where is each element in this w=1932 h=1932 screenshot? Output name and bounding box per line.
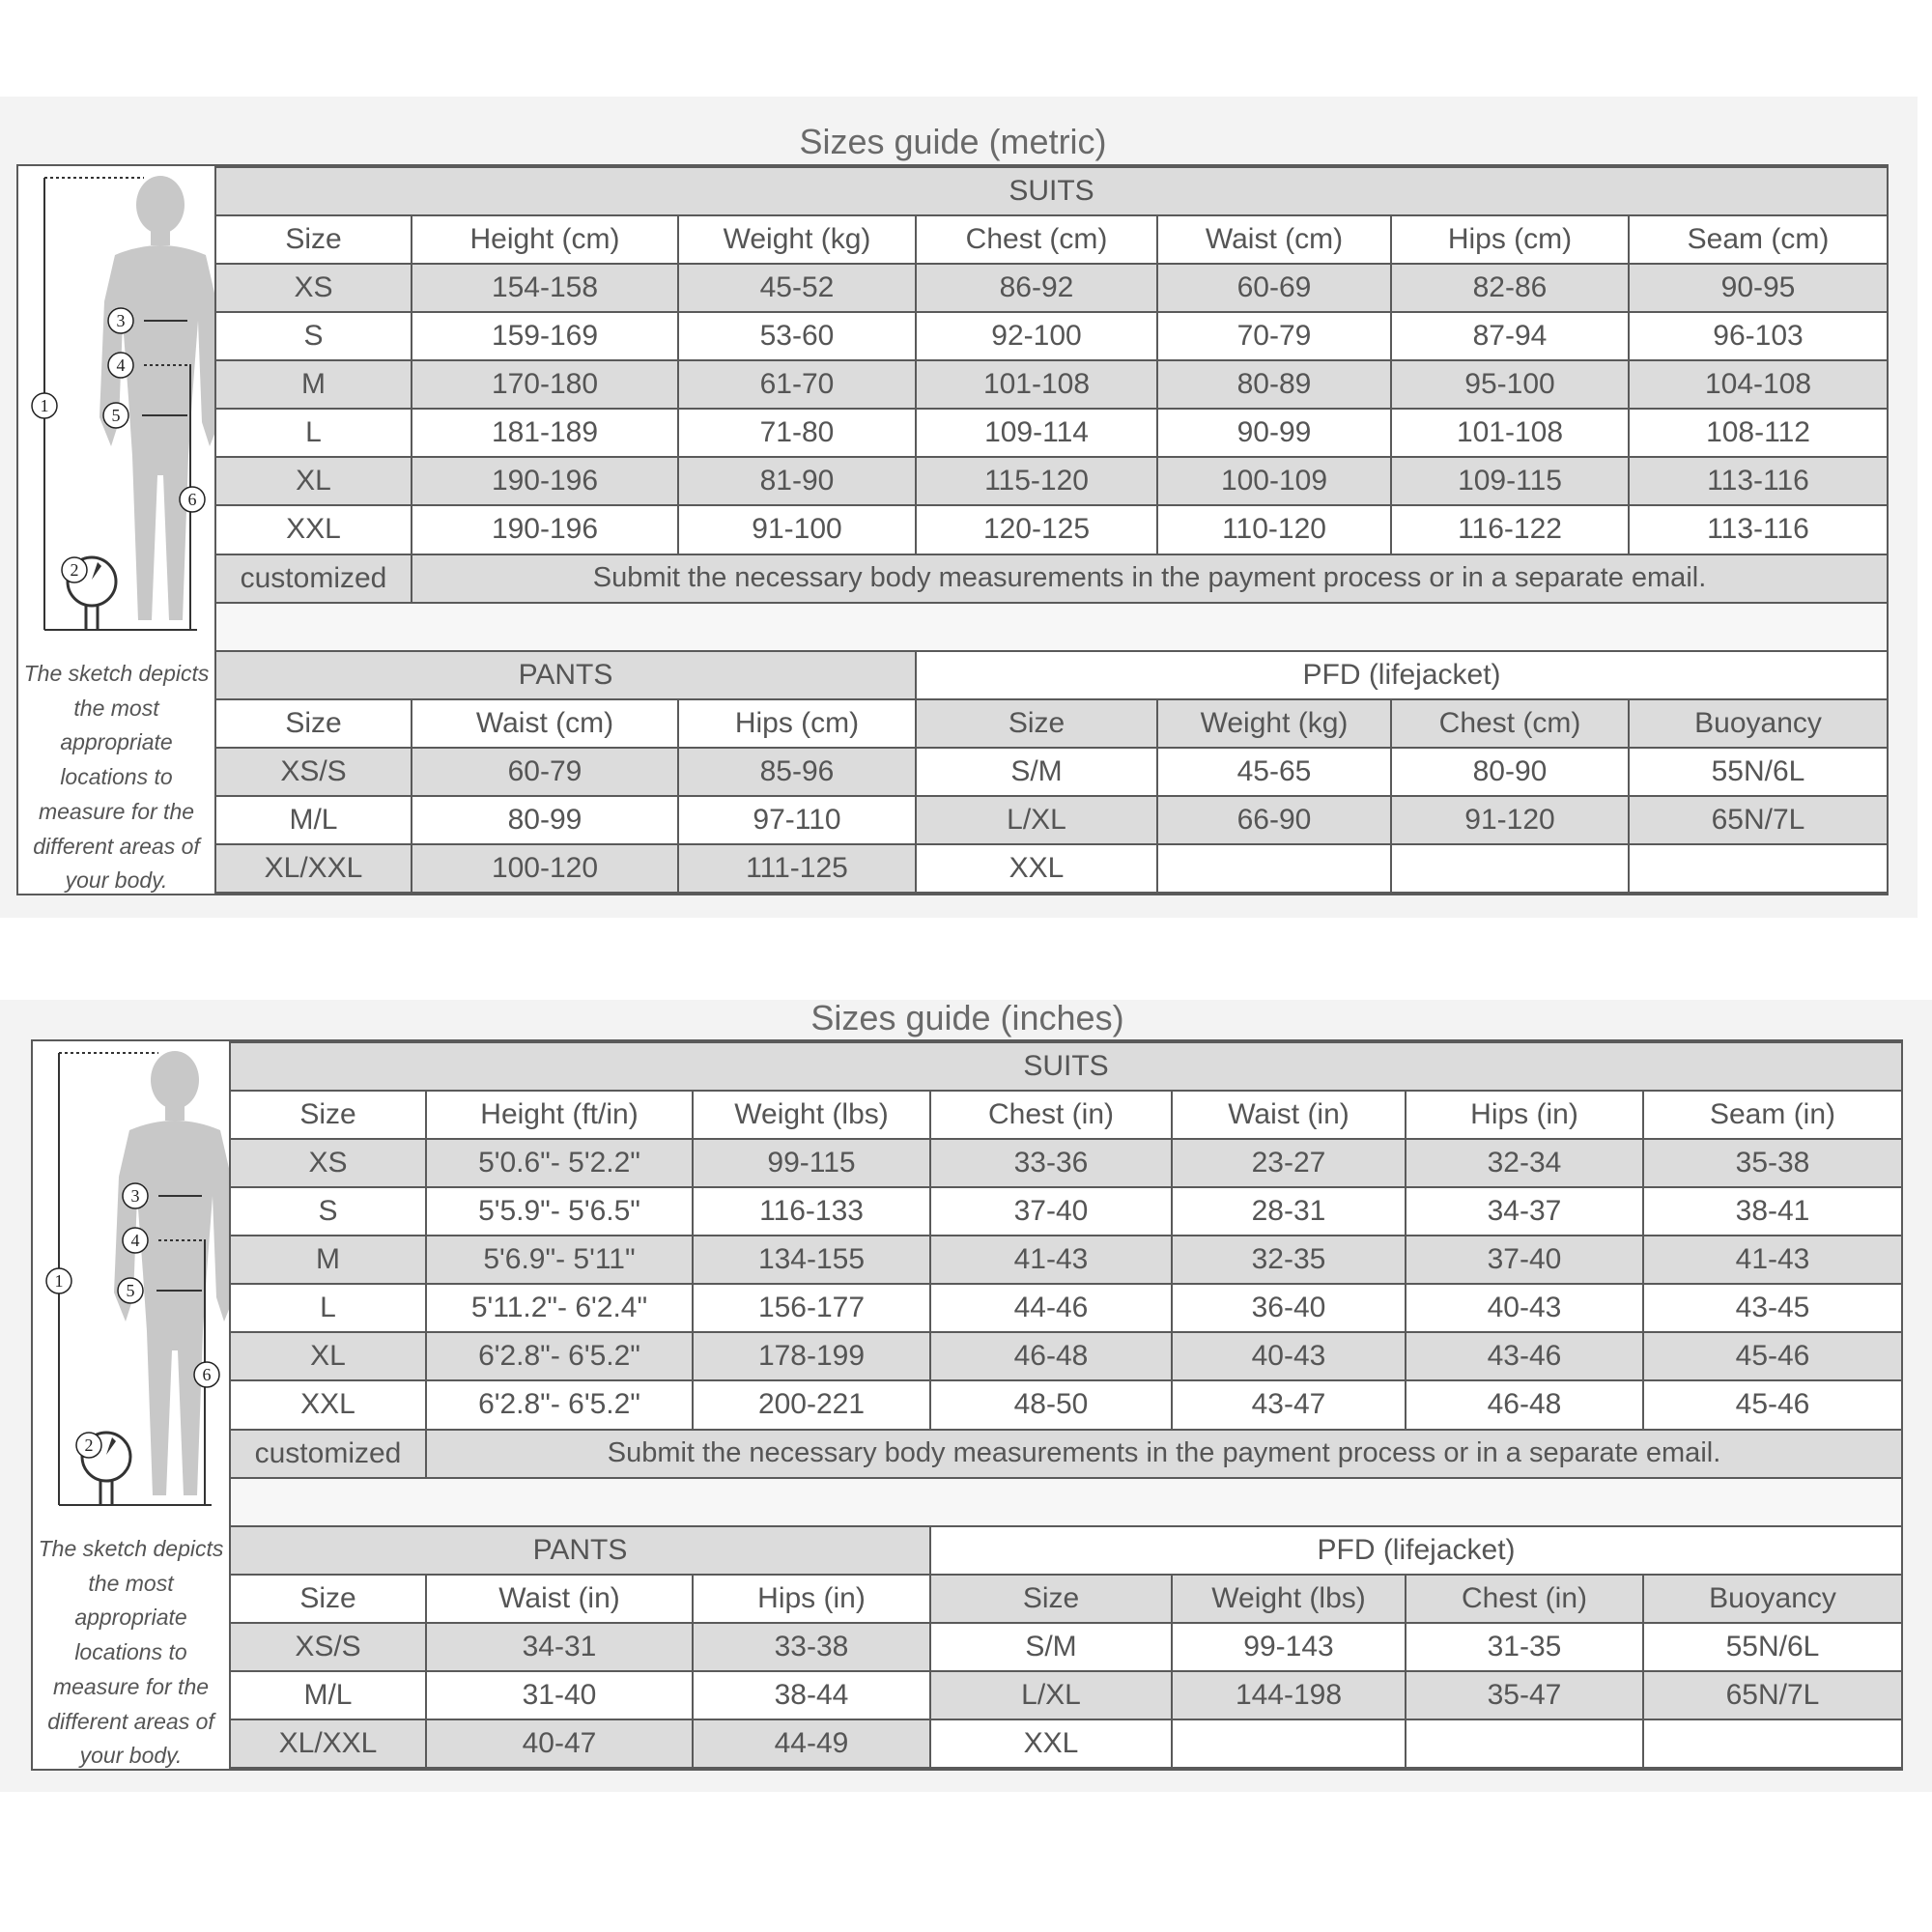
table-cell: 97-110	[678, 796, 916, 844]
table-cell: 28-31	[1172, 1187, 1406, 1236]
suits-label-row	[215, 167, 1888, 215]
table-cell: 33-36	[930, 1139, 1172, 1187]
table-cell: 40-47	[426, 1719, 693, 1768]
table-cell: 159-169	[412, 312, 678, 360]
table-row	[230, 1187, 1902, 1236]
table-cell: Seam (cm)	[1629, 215, 1888, 264]
table-row	[215, 457, 1888, 505]
table-cell: Weight (kg)	[678, 215, 916, 264]
marker-2	[62, 557, 87, 582]
table-cell: 44-46	[930, 1284, 1172, 1332]
table-cell: 134-155	[693, 1236, 930, 1284]
table-cell: 32-35	[1172, 1236, 1406, 1284]
marker-1	[46, 1268, 71, 1293]
table-row	[215, 264, 1888, 312]
marker-6	[194, 1362, 219, 1387]
table-cell: 144-198	[1172, 1671, 1406, 1719]
table-cell: XS/S	[230, 1623, 426, 1671]
table-row	[215, 748, 1888, 796]
table-row	[215, 312, 1888, 360]
table-cell: 111-125	[678, 844, 916, 893]
table-cell: customized	[215, 554, 412, 603]
table-cell: 6'2.8"- 6'5.2"	[426, 1380, 693, 1429]
table-cell: M/L	[215, 796, 412, 844]
marker-5-text: 5	[111, 406, 121, 425]
table-cell: 46-48	[1406, 1380, 1643, 1429]
marker-2-text: 2	[70, 560, 79, 580]
table-cell: 60-79	[412, 748, 678, 796]
table-cell: S	[215, 312, 412, 360]
table-cell: 90-99	[1157, 409, 1391, 457]
table-cell: Waist (cm)	[412, 699, 678, 748]
table-cell: 65N/7L	[1629, 796, 1888, 844]
customized-row	[230, 1430, 1902, 1478]
marker-2-text: 2	[84, 1435, 94, 1455]
table-cell: Buoyancy	[1643, 1575, 1902, 1623]
table-cell: 80-90	[1391, 748, 1629, 796]
table-cell: 53-60	[678, 312, 916, 360]
marker-4	[123, 1228, 148, 1253]
marker-5	[103, 403, 128, 428]
table-cell: 190-196	[412, 505, 678, 554]
table-cell: Height (cm)	[412, 215, 678, 264]
table-cell: 55N/6L	[1629, 748, 1888, 796]
spacer-row	[230, 1478, 1902, 1526]
customized-note: Submit the necessary body measurements in the payment process or in a separate email.	[426, 1430, 1902, 1478]
table-cell: 81-90	[678, 457, 916, 505]
size-table	[214, 166, 1889, 894]
table-cell: 115-120	[916, 457, 1157, 505]
table-cell: 34-31	[426, 1623, 693, 1671]
table-cell: 82-86	[1391, 264, 1629, 312]
table-cell: Weight (kg)	[1157, 699, 1391, 748]
table-cell: 87-94	[1391, 312, 1629, 360]
table-cell: 110-120	[1157, 505, 1391, 554]
table-cell: Size	[230, 1091, 426, 1139]
inches-title: Sizes guide (inches)	[810, 998, 1124, 1037]
table-cell: Chest (cm)	[916, 215, 1157, 264]
sketch-body	[99, 245, 214, 620]
table-cell	[1643, 1719, 1902, 1768]
table-cell: 113-116	[1629, 505, 1888, 554]
table-row	[215, 409, 1888, 457]
marker-3	[108, 308, 133, 333]
size-table	[229, 1041, 1903, 1769]
table-cell: Hips (in)	[1406, 1091, 1643, 1139]
table-cell: 108-112	[1629, 409, 1888, 457]
table-cell: Chest (in)	[1406, 1575, 1643, 1623]
table-cell: 80-99	[412, 796, 678, 844]
table-cell: 120-125	[916, 505, 1157, 554]
table-cell: M/L	[230, 1671, 426, 1719]
table-cell	[1629, 844, 1888, 893]
table-cell: Weight (lbs)	[1172, 1575, 1406, 1623]
table-cell: 41-43	[930, 1236, 1172, 1284]
sketch-head	[136, 176, 185, 234]
table-cell: Waist (in)	[1172, 1091, 1406, 1139]
table-cell: XS	[230, 1139, 426, 1187]
marker-6-text: 6	[187, 490, 197, 509]
table-cell: 96-103	[1629, 312, 1888, 360]
table-cell: 90-95	[1629, 264, 1888, 312]
table-cell	[1391, 844, 1629, 893]
table-cell: 113-116	[1629, 457, 1888, 505]
table-cell: XL/XXL	[215, 844, 412, 893]
table-cell: 43-46	[1406, 1332, 1643, 1380]
table-cell: 91-100	[678, 505, 916, 554]
table-row	[230, 1236, 1902, 1284]
customized-note: Submit the necessary body measurements in the payment process or in a separate email.	[412, 554, 1888, 603]
marker-3-text: 3	[130, 1186, 140, 1206]
table-cell: 48-50	[930, 1380, 1172, 1429]
table-cell: 181-189	[412, 409, 678, 457]
table-cell: M	[230, 1236, 426, 1284]
marker-3	[123, 1183, 148, 1208]
metric-title: Sizes guide (metric)	[799, 122, 1107, 161]
suits-label: SUITS	[230, 1042, 1902, 1091]
table-cell: 99-143	[1172, 1623, 1406, 1671]
table-row	[230, 1671, 1902, 1719]
table-cell: 101-108	[916, 360, 1157, 409]
table-row	[215, 844, 1888, 893]
table-cell: S/M	[930, 1623, 1172, 1671]
table-cell: S	[230, 1187, 426, 1236]
table-cell: Weight (lbs)	[693, 1091, 930, 1139]
table-cell: 116-122	[1391, 505, 1629, 554]
pants-pfd-header-row	[215, 699, 1888, 748]
table-cell: S/M	[916, 748, 1157, 796]
table-cell: 23-27	[1172, 1139, 1406, 1187]
marker-5-text: 5	[126, 1281, 135, 1300]
table-cell: 178-199	[693, 1332, 930, 1380]
table-cell: 101-108	[1391, 409, 1629, 457]
table-cell: 44-49	[693, 1719, 930, 1768]
table-cell: 99-115	[693, 1139, 930, 1187]
table-cell: L/XL	[916, 796, 1157, 844]
table-cell: 34-37	[1406, 1187, 1643, 1236]
section-label-row	[215, 651, 1888, 699]
marker-4-text: 4	[130, 1231, 140, 1250]
table-cell: Chest (in)	[930, 1091, 1172, 1139]
marker-3-text: 3	[116, 311, 126, 330]
table-cell: 60-69	[1157, 264, 1391, 312]
sketch-panel	[33, 1041, 231, 1769]
table-cell: 40-43	[1172, 1332, 1406, 1380]
table-cell: 6'2.8"- 6'5.2"	[426, 1332, 693, 1380]
table-cell: 31-40	[426, 1671, 693, 1719]
table-row	[230, 1380, 1902, 1429]
table-row	[230, 1332, 1902, 1380]
table-cell: 43-47	[1172, 1380, 1406, 1429]
table-row	[215, 360, 1888, 409]
table-cell: 43-45	[1643, 1284, 1902, 1332]
table-cell: 38-41	[1643, 1187, 1902, 1236]
table-cell: 100-120	[412, 844, 678, 893]
table-cell	[1172, 1719, 1406, 1768]
sketch-head	[151, 1051, 199, 1109]
table-cell: 66-90	[1157, 796, 1391, 844]
table-cell: 190-196	[412, 457, 678, 505]
table-cell: XS/S	[215, 748, 412, 796]
table-cell: Hips (in)	[693, 1575, 930, 1623]
table-cell: Waist (in)	[426, 1575, 693, 1623]
suits-header-row	[230, 1091, 1902, 1139]
table-cell: 55N/6L	[1643, 1623, 1902, 1671]
table-cell: Size	[230, 1575, 426, 1623]
table-row	[215, 505, 1888, 554]
table-cell: M	[215, 360, 412, 409]
body-sketch	[18, 166, 214, 649]
table-cell: 36-40	[1172, 1284, 1406, 1332]
spacer-cell	[215, 603, 1888, 651]
table-cell	[1157, 844, 1391, 893]
sketch-panel	[18, 166, 216, 894]
table-row	[230, 1284, 1902, 1332]
table-cell: 100-109	[1157, 457, 1391, 505]
marker-1	[32, 393, 57, 418]
table-cell: 80-89	[1157, 360, 1391, 409]
table-row	[215, 796, 1888, 844]
marker-1-text: 1	[54, 1271, 64, 1291]
customized-row	[215, 554, 1888, 603]
table-cell: 35-38	[1643, 1139, 1902, 1187]
table-cell: 38-44	[693, 1671, 930, 1719]
section-label-row	[230, 1526, 1902, 1575]
metric-size-guide	[16, 164, 1889, 895]
table-cell: XL/XXL	[230, 1719, 426, 1768]
table-cell: 71-80	[678, 409, 916, 457]
table-cell: XL	[215, 457, 412, 505]
table-cell: 86-92	[916, 264, 1157, 312]
table-cell: 104-108	[1629, 360, 1888, 409]
suits-label: SUITS	[215, 167, 1888, 215]
table-cell: 31-35	[1406, 1623, 1643, 1671]
spacer-row	[215, 603, 1888, 651]
pants-label: PANTS	[230, 1526, 930, 1575]
table-cell: 32-34	[1406, 1139, 1643, 1187]
marker-5	[118, 1278, 143, 1303]
marker-6-text: 6	[202, 1365, 212, 1384]
table-cell: 109-115	[1391, 457, 1629, 505]
table-cell: XXL	[930, 1719, 1172, 1768]
pants-label: PANTS	[215, 651, 916, 699]
table-row	[230, 1139, 1902, 1187]
table-cell: Waist (cm)	[1157, 215, 1391, 264]
table-cell: 35-47	[1406, 1671, 1643, 1719]
table-cell: XXL	[215, 505, 412, 554]
table-cell: 40-43	[1406, 1284, 1643, 1332]
inches-size-guide	[31, 1039, 1903, 1771]
table-cell: Seam (in)	[1643, 1091, 1902, 1139]
table-cell: 85-96	[678, 748, 916, 796]
table-cell: 5'6.9"- 5'11"	[426, 1236, 693, 1284]
table-cell: customized	[230, 1430, 426, 1478]
table-cell: 116-133	[693, 1187, 930, 1236]
table-cell: 109-114	[916, 409, 1157, 457]
pfd-label: PFD (lifejacket)	[930, 1526, 1902, 1575]
table-cell: L	[230, 1284, 426, 1332]
table-cell: L/XL	[930, 1671, 1172, 1719]
pfd-label: PFD (lifejacket)	[916, 651, 1888, 699]
table-cell: 5'0.6"- 5'2.2"	[426, 1139, 693, 1187]
pants-pfd-header-row	[230, 1575, 1902, 1623]
table-cell: 154-158	[412, 264, 678, 312]
table-cell: Size	[215, 699, 412, 748]
marker-1-text: 1	[40, 396, 49, 415]
table-cell: 5'11.2"- 6'2.4"	[426, 1284, 693, 1332]
table-cell: 5'5.9"- 5'6.5"	[426, 1187, 693, 1236]
table-cell: Hips (cm)	[678, 699, 916, 748]
table-cell: 45-52	[678, 264, 916, 312]
table-cell: 156-177	[693, 1284, 930, 1332]
table-cell: 65N/7L	[1643, 1671, 1902, 1719]
table-cell: Height (ft/in)	[426, 1091, 693, 1139]
table-cell: Size	[916, 699, 1157, 748]
table-row	[230, 1719, 1902, 1768]
table-cell: 45-46	[1643, 1380, 1902, 1429]
body-sketch	[33, 1041, 229, 1524]
table-cell: Chest (cm)	[1391, 699, 1629, 748]
table-cell: 46-48	[930, 1332, 1172, 1380]
sketch-caption: The sketch depicts the most appropriate locations to measure for the different areas of your body.	[23, 661, 210, 894]
table-cell: XXL	[916, 844, 1157, 893]
sketch-body	[114, 1121, 229, 1495]
marker-4-text: 4	[116, 355, 126, 375]
table-cell: 41-43	[1643, 1236, 1902, 1284]
suits-header-row	[215, 215, 1888, 264]
table-cell: 70-79	[1157, 312, 1391, 360]
suits-label-row	[230, 1042, 1902, 1091]
table-cell: Hips (cm)	[1391, 215, 1629, 264]
marker-4	[108, 353, 133, 378]
table-cell: 33-38	[693, 1623, 930, 1671]
table-cell: 170-180	[412, 360, 678, 409]
table-cell: Size	[215, 215, 412, 264]
table-cell: 45-46	[1643, 1332, 1902, 1380]
table-cell: 95-100	[1391, 360, 1629, 409]
marker-2	[76, 1433, 101, 1458]
table-cell: 91-120	[1391, 796, 1629, 844]
table-cell: 37-40	[1406, 1236, 1643, 1284]
table-cell	[1406, 1719, 1643, 1768]
marker-6	[180, 487, 205, 512]
table-row	[230, 1623, 1902, 1671]
table-cell: L	[215, 409, 412, 457]
table-cell: 92-100	[916, 312, 1157, 360]
table-cell: Size	[930, 1575, 1172, 1623]
sketch-caption: The sketch depicts the most appropriate locations to measure for the different areas of your body.	[38, 1536, 224, 1769]
table-cell: 200-221	[693, 1380, 930, 1429]
table-cell: 61-70	[678, 360, 916, 409]
spacer-cell	[230, 1478, 1902, 1526]
table-cell: Buoyancy	[1629, 699, 1888, 748]
table-cell: 37-40	[930, 1187, 1172, 1236]
table-cell: XL	[230, 1332, 426, 1380]
table-cell: 45-65	[1157, 748, 1391, 796]
table-cell: XS	[215, 264, 412, 312]
table-cell: XXL	[230, 1380, 426, 1429]
